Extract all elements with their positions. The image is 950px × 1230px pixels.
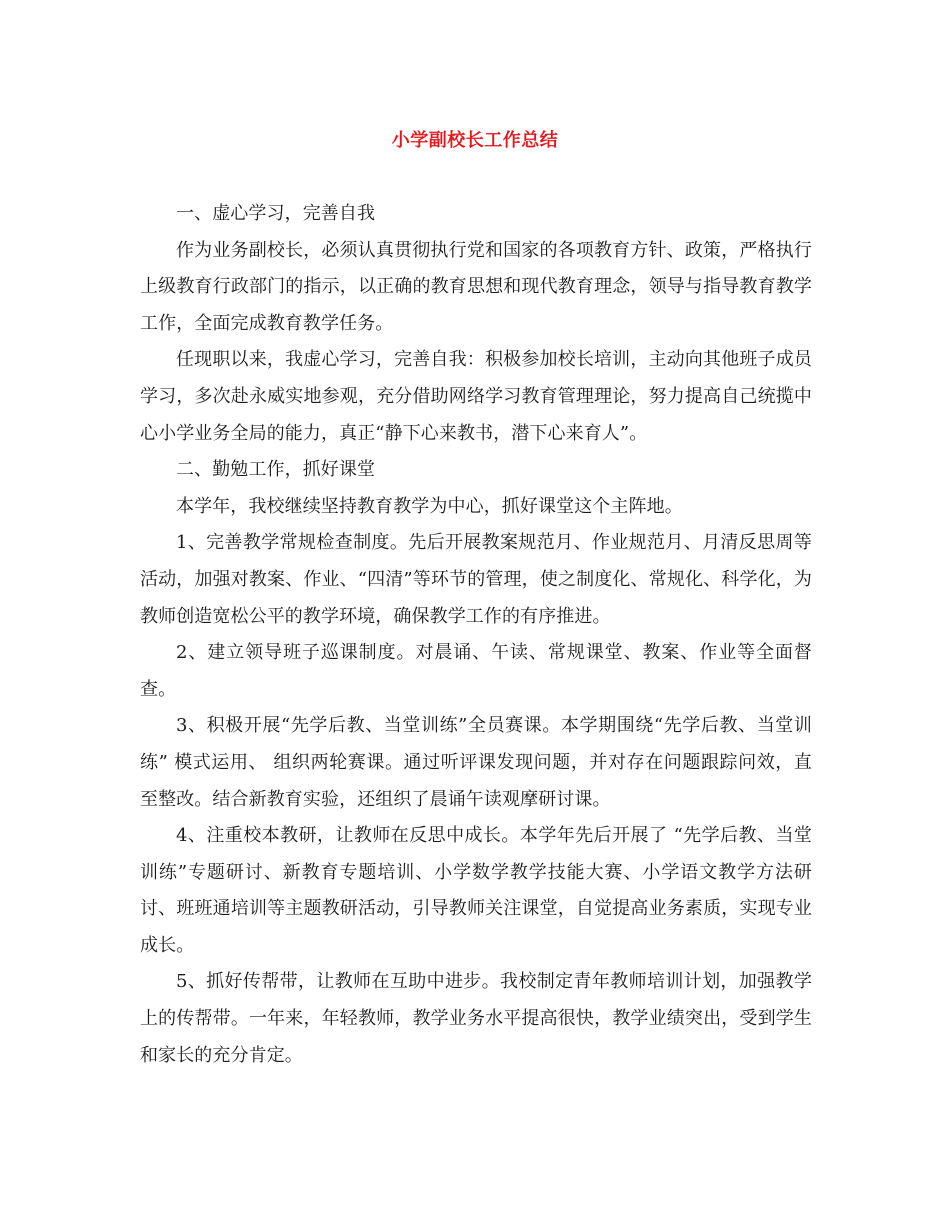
section-heading-2: 二、勤勉工作，抓好课堂 [176, 459, 376, 481]
document-title: 小学副校长工作总结 [391, 130, 559, 151]
list-item: 3、积极开展“先学后教、当堂训练”全员赛课。本学期围绕“先学后教、当堂训练” 模式运用、 组织两轮赛课。通过听评课发现问题，并对存在问题跟踪问效，直至整改。结合新教育实验，还组织了晨诵午读观摩研讨课。 [140, 715, 812, 810]
paragraph: 作为业务副校长，必须认真贯彻执行党和国家的各项教育方针、政策，严格执行上级教育行政部门的指示，以正确的教育思想和现代教育理念，领导与指导教育教学工作，全面完成教育教学任务。 [140, 239, 812, 334]
section-heading-1: 一、虚心学习，完善自我 [176, 203, 376, 224]
paragraph: 本学年，我校继续坚持教育教学为中心，抓好课堂这个主阵地。 [176, 495, 683, 517]
list-item: 1、完善教学常规检查制度。先后开展教案规范月、作业规范月、月清反思周等活动，加强对教案、作业、“四清”等环节的管理，使之制度化、常规化、科学化，为教师创造宽松公平的教学环境，确保教学工作的有序推进。 [140, 532, 812, 627]
list-item: 2、建立领导班子巡课制度。对晨诵、午读、常规课堂、教案、作业等全面督查。 [140, 642, 812, 700]
paragraph: 任现职以来，我虚心学习，完善自我：积极参加校长培训，主动向其他班子成员学习，多次赴永威实地参观，充分借助网络学习教育管理理论，努力提高自己统揽中心小学业务全局的能力，真正“静下心来教书，潜下心来育人”。 [140, 349, 812, 444]
list-item: 4、注重校本教研，让教师在反思中成长。本学年先后开展了 “先学后教、当堂训练”专题研讨、新教育专题培训、小学数学教学技能大赛、小学语文教学方法研讨、班班通培训等主题教研活动，引导教师关注课堂，自觉提高业务素质，实现专业成长。 [140, 825, 812, 956]
document-body [140, 196, 812, 1074]
list-item: 5、抓好传帮带，让教师在互助中进步。我校制定青年教师培训计划，加强教学上的传帮带。一年来，年轻教师，教学业务水平提高很快，教学业绩突出，受到学生和家长的充分肯定。 [140, 971, 812, 1066]
